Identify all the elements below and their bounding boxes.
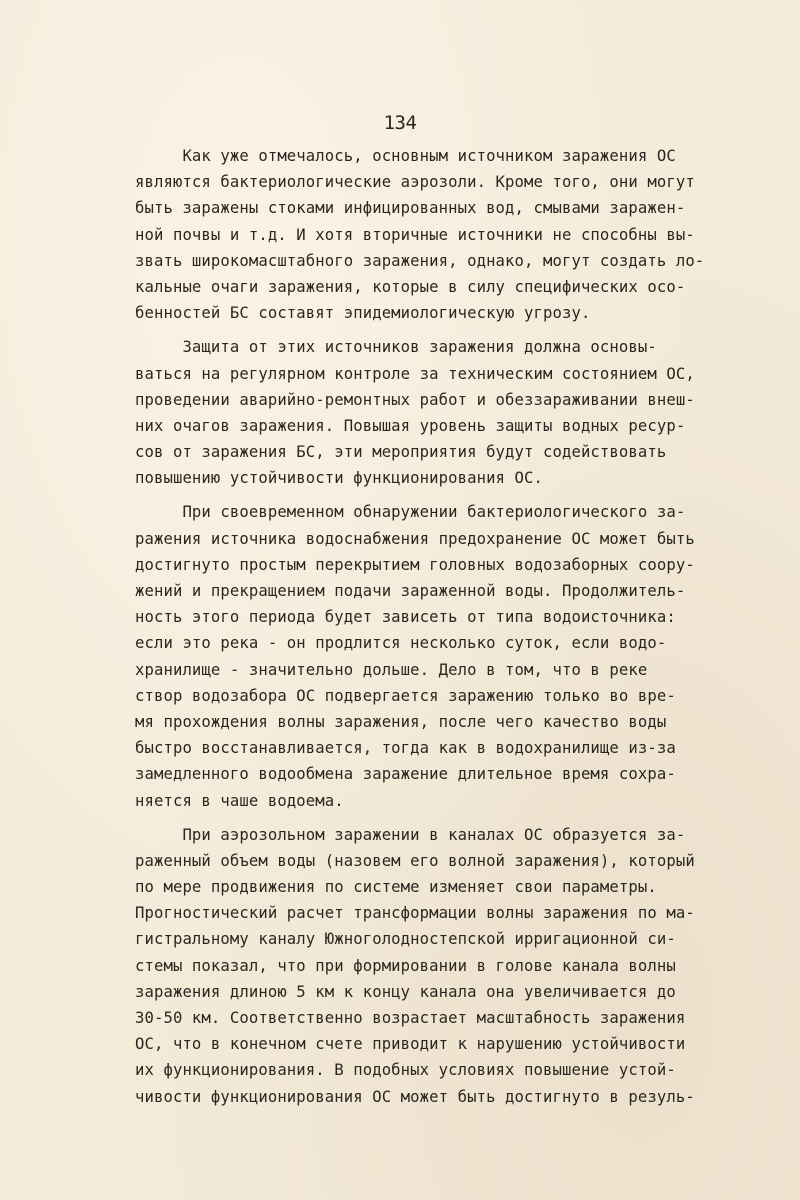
text-line: раженный объем воды (назовем его волной заражения), который [135, 851, 695, 870]
text-line: достигнуто простым перекрытием головных водозаборных соору- [135, 555, 695, 574]
text-line: являются бактериологические аэрозоли. Кроме того, они могут [135, 173, 695, 192]
paragraph-gap [135, 326, 705, 334]
text-line: если это река - он продлится несколько суток, если водо- [135, 634, 667, 653]
text-line: бенностей БС составят эпидемиологическую угрозу. [135, 304, 591, 323]
paragraph-1 [135, 143, 705, 326]
text-line: Как уже отмечалось, основным источником заражения ОС [135, 147, 676, 165]
text-line: хранилище - значительно дольше. Дело в том, что в реке [135, 660, 648, 679]
text-line: быть заражены стоками инфицированных вод, смывами заражен- [135, 199, 686, 218]
text-line: Защита от этих источников заражения должна основы- [135, 338, 657, 357]
text-line: звать широкомасштабного заражения, однако, могут создать ло- [135, 251, 705, 270]
text-line: заражения длиною 5 км к концу канала она увеличивается до [135, 982, 676, 1001]
text-line: ной почвы и т.д. И хотя вторичные источники не способны вы- [135, 225, 695, 244]
text-line: повышению устойчивости функционирования ОС. [135, 469, 543, 488]
text-line: гистральному каналу Южноголодностепской ирригационной си- [135, 930, 676, 949]
text-line: жений и прекращением подачи зараженной воды. Продолжитель- [135, 582, 686, 600]
text-line: замедленного водообмена заражение длительное время сохра- [135, 765, 676, 784]
text-line: ражения источника водоснабжения предохранение ОС может быть [135, 529, 695, 548]
paragraph-gap [135, 491, 705, 499]
text-line: проведении аварийно-ремонтных работ и обеззараживании внеш- [135, 390, 695, 409]
text-line: Прогностический расчет трансформации волны заражения по ма- [135, 904, 695, 923]
text-line: ность этого периода будет зависеть от типа водоисточника: [135, 608, 676, 627]
text-line: няется в чаше водоема. [135, 791, 344, 810]
text-line: них очагов заражения. Повышая уровень защиты водных ресур- [135, 416, 686, 435]
body-text [135, 143, 705, 1110]
paragraph-4 [135, 822, 705, 1110]
text-line: кальные очаги заражения, которые в силу специфических осо- [135, 277, 686, 296]
text-line: мя прохождения волны заражения, после чего качество воды [135, 712, 667, 731]
text-line: их функционирования. В подобных условиях повышение устой- [135, 1061, 676, 1080]
text-line: ОС, что в конечном счете приводит к нарушению устойчивости [135, 1035, 686, 1054]
text-line: При своевременном обнаружении бактериологического за- [135, 503, 686, 522]
text-line: стемы показал, что при формировании в голове канала волны [135, 956, 676, 975]
paragraph-3 [135, 499, 705, 813]
text-line: ваться на регулярном контроле за техническим состоянием ОС, [135, 364, 695, 383]
page-number: 134 [383, 112, 417, 134]
text-line: по мере продвижения по системе изменяет свои параметры. [135, 878, 657, 897]
text-line: чивости функционирования ОС может быть достигнуто в резуль- [135, 1087, 695, 1106]
text-line: При аэрозольном заражении в каналах ОС образуется за- [135, 825, 686, 844]
text-line: 30-50 км. Соответственно возрастает масштабность заражения [135, 1009, 686, 1027]
text-line: створ водозабора ОС подвергается заражению только во вре- [135, 686, 676, 705]
paragraph-gap [135, 814, 705, 822]
text-line: быстро восстанавливается, тогда как в водохранилище из-за [135, 739, 676, 758]
text-line: сов от заражения БС, эти мероприятия будут содействовать [135, 443, 667, 462]
paragraph-2 [135, 334, 705, 491]
